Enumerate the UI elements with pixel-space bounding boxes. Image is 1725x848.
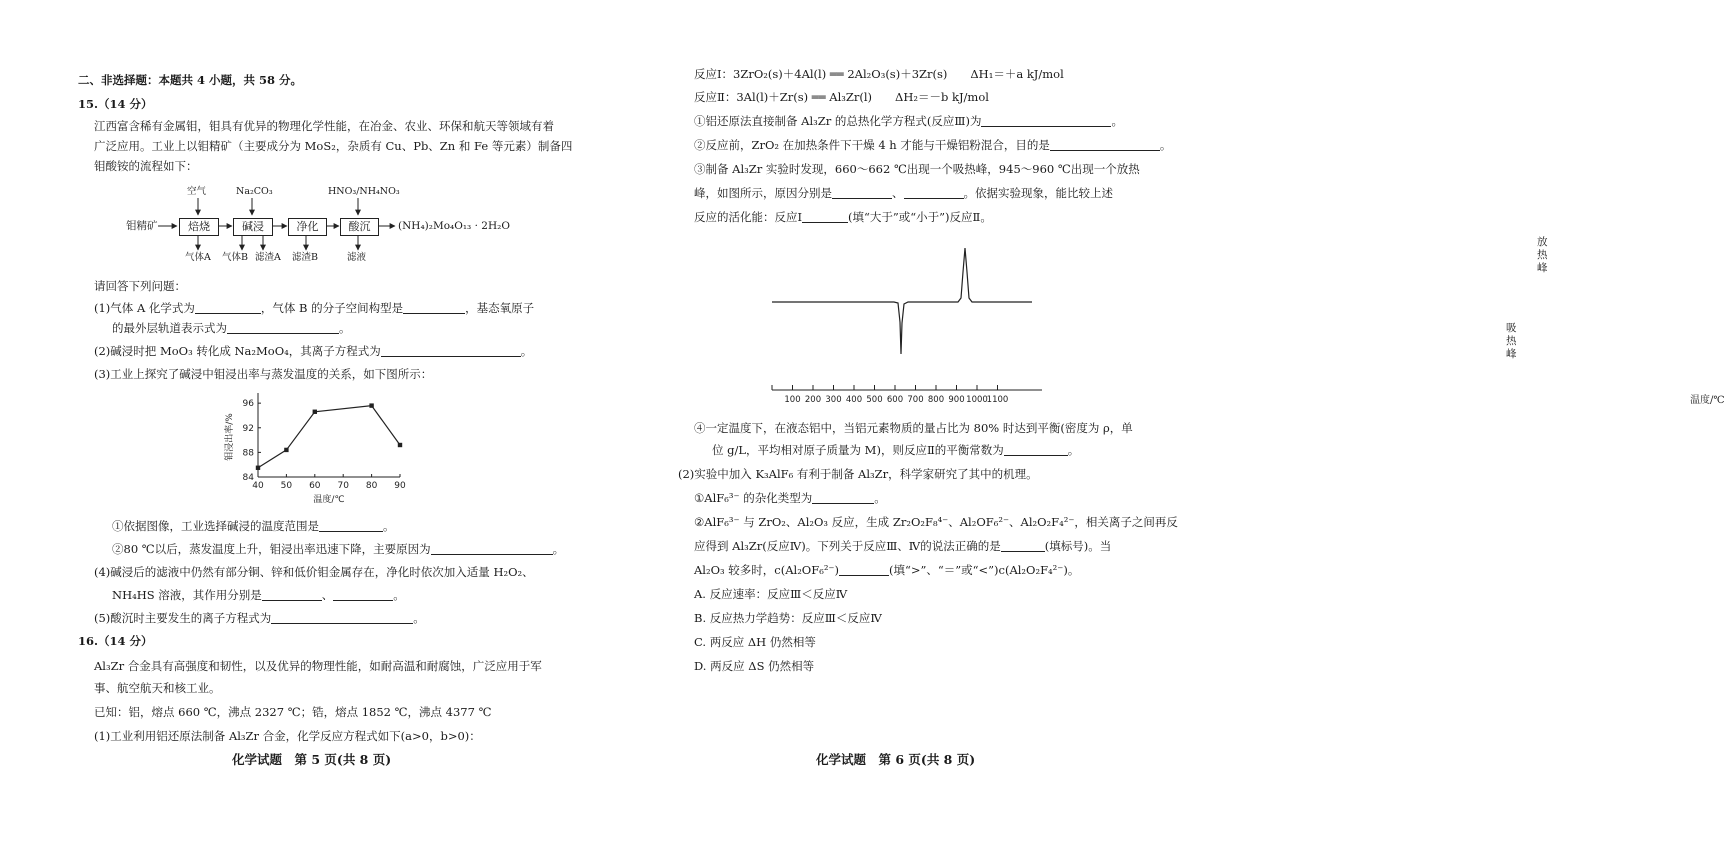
- dta-endo-label: 吸热峰: [1506, 322, 1517, 360]
- q15-intro-2: 广泛应用。工业上以钼精矿（主要成分为 MoS₂，杂质有 Cu、Pb、Zn 和 Fe 等元素）制备四: [94, 139, 573, 153]
- q15-part3: (3)工业上探究了碱浸中钼浸出率与蒸发温度的关系，如下图所示：: [94, 367, 433, 381]
- answer-blank-gas-b-shape[interactable]: [403, 301, 465, 314]
- q16-known: 已知：铝，熔点 660 ℃，沸点 2327 ℃；锆，熔点 1852 ℃，沸点 4377 ℃: [94, 705, 492, 719]
- flow-product: (NH₄)₂Mo₄O₁₃ · 2H₂O: [398, 220, 510, 232]
- q16-sub4-line1: ④一定温度下，在液态铝中，当铝元素物质的量占比为 80% 时达到平衡(密度为 ρ，单: [694, 421, 1133, 435]
- section-title: 二、非选择题：本题共 4 小题，共 58 分。: [78, 73, 303, 87]
- q15-intro-1: 江西富含稀有金属钼，钼具有优异的物理化学性能，在冶金、农业、环保和航天等领域有着: [94, 119, 554, 133]
- answer-blank-eq-constant[interactable]: [1004, 443, 1068, 456]
- page-footer-5: 化学试题 第 5 页(共 8 页): [232, 752, 392, 767]
- x-tick-label: 80: [365, 481, 378, 491]
- q16-sub3-line2: [694, 185, 1113, 201]
- answer-blank-activation-energy[interactable]: [802, 210, 848, 223]
- period: 。: [520, 344, 533, 358]
- answer-blank-gas-a[interactable]: [195, 301, 261, 314]
- y-tick-label: 88: [242, 448, 254, 459]
- q16-part2-sub2-line3: [694, 562, 1079, 578]
- option-b: B. 反应热力学趋势：反应Ⅲ＜反应Ⅳ: [694, 611, 882, 625]
- data-point: [256, 466, 260, 470]
- q16-sub1: [694, 113, 1123, 129]
- answer-blank-exo-reason[interactable]: [904, 186, 964, 199]
- q15-part3-ii: [112, 541, 564, 557]
- q16-part2-sub2-line2: [694, 538, 1111, 554]
- q16-number: 16.（14 分）: [78, 634, 153, 648]
- dta-curve-line: [772, 248, 1032, 354]
- y-tick-label: 84: [242, 473, 254, 483]
- dta-tick-label: 200: [804, 395, 822, 405]
- flow-step-purify: 净化: [288, 218, 327, 236]
- x-tick-label: 70: [337, 481, 349, 491]
- q16-part2-sub1: [694, 490, 886, 506]
- q16-sub3-text-a: 峰，如图所示，原因分别是: [694, 186, 832, 200]
- period: 。: [413, 611, 425, 625]
- flow-step-acid-precip: 酸沉: [340, 218, 379, 236]
- answer-blank-correct-options[interactable]: [1001, 539, 1045, 552]
- q16-part2: (2)实验中加入 K₃AlF₆ 有利于制备 Al₃Zr，科学家研究了其中的机理。: [678, 467, 1038, 481]
- option-d: D. 两反应 ΔS 仍然相等: [694, 659, 815, 673]
- q15-p3ii-text: ②80 ℃以后，蒸发温度上升，钼浸出率迅速下降，主要原因为: [112, 542, 431, 556]
- q15-p2-text: (2)碱浸时把 MoO₃ 转化成 Na₂MoO₄，其离子方程式为: [94, 344, 381, 358]
- period: 。: [339, 321, 351, 335]
- separator: 、: [892, 186, 904, 200]
- q15-p1-text-b: ，气体 B 的分子空间构型是: [260, 301, 404, 315]
- q15-part4-line1: (4)碱浸后的滤液中仍然有部分铜、锌和低价钼金属存在，净化时依次加入适量 H₂O₂、: [94, 565, 534, 579]
- flow-output-residue-a: 滤渣A: [255, 252, 281, 263]
- period: 。: [874, 491, 886, 505]
- q15-p1-text-d: 的最外层轨道表示式为: [112, 321, 227, 335]
- dta-tick-label: 1100: [986, 395, 1009, 405]
- leach-rate-chart: [220, 385, 420, 510]
- data-point: [369, 403, 373, 407]
- y-tick-label: 96: [242, 399, 254, 410]
- flow-input-hno3: HNO₃/NH₄NO₃: [328, 186, 400, 197]
- leach-rate-series-line: [258, 406, 400, 468]
- dta-exo-label: 放热峰: [1537, 236, 1548, 274]
- q15-part2: [94, 343, 532, 359]
- period: 。: [552, 542, 565, 556]
- reaction-2: 反应Ⅱ：3Al(l)＋Zr(s) ══ Al₃Zr(l) ΔH₂＝－b kJ/mol: [694, 90, 989, 104]
- q16-p2s2-text-d: (填“>”、“＝”或“<”)c(Al₂O₂F₄²⁻)。: [889, 563, 1080, 577]
- q16-part2-sub2-line1: ②AlF₆³⁻ 与 ZrO₂、Al₂O₃ 反应，生成 Zr₂O₂F₈⁴⁻、Al₂OF₆²⁻、Al₂O₂F₄²⁻，相关离子之间再反: [694, 515, 1178, 529]
- flow-input-na2co3: Na₂CO₃: [236, 186, 273, 197]
- answer-blank-comparison[interactable]: [839, 563, 889, 576]
- q15-p1-text-c: ，基态氧原子: [465, 301, 535, 315]
- x-tick-label: 60: [309, 481, 321, 491]
- q15-p3i-text: ①依据图像，工业选择碱浸的温度范围是: [112, 519, 319, 533]
- dta-tick-label: 100: [784, 395, 801, 405]
- answer-blank-reason[interactable]: [431, 542, 553, 555]
- q15-p4-text: NH₄HS 溶液，其作用分别是: [112, 588, 262, 602]
- x-axis-title: 温度/℃: [313, 495, 345, 505]
- dta-tick-label: 500: [866, 395, 883, 405]
- q16-sub3-text-b: 。依据实验现象，能比较上述: [963, 186, 1113, 200]
- flow-output-filtrate: 滤液: [347, 252, 367, 263]
- x-tick-label: 90: [394, 481, 406, 491]
- answer-blank-ionic-eq[interactable]: [381, 344, 521, 357]
- q16-p2s2-text-a: 应得到 Al₃Zr(反应Ⅳ)。下列关于反应Ⅲ、Ⅳ的说法正确的是: [694, 539, 1001, 553]
- reaction-1: 反应Ⅰ：3ZrO₂(s)＋4Al(l) ══ 2Al₂O₃(s)＋3Zr(s) ΔH₁＝＋a kJ/mol: [694, 67, 1064, 81]
- q16-sub2-text: ②反应前，ZrO₂ 在加热条件下干燥 4 h 才能与干燥铝粉混合，目的是: [694, 138, 1050, 152]
- dta-tick-label: 700: [907, 395, 924, 405]
- period: 。: [1111, 114, 1123, 128]
- dta-axis-label: 温度/℃: [1690, 395, 1725, 406]
- flow-step-roast: 焙烧: [179, 218, 219, 236]
- y-axis-title: 钼浸出率/%: [225, 413, 235, 461]
- answer-blank-endo-reason[interactable]: [832, 186, 892, 199]
- data-point: [284, 448, 288, 452]
- flow-start: 钼精矿: [126, 220, 158, 232]
- q16-p2s1-text: ①AlF₆³⁻ 的杂化类型为: [694, 491, 813, 505]
- dta-tick-label: 800: [927, 395, 945, 405]
- q16-intro-2: 事、航空航天和核工业。: [94, 681, 221, 695]
- q15-part1-line1: [94, 300, 534, 316]
- dta-tick-label: 1000: [966, 395, 988, 405]
- q16-sub4-line2: [712, 442, 1079, 458]
- q15-number: 15.（14 分）: [78, 97, 153, 111]
- dta-tick-label: 400: [845, 395, 863, 405]
- q16-p2s2-text-c: Al₂O₃ 较多时，c(Al₂OF₆²⁻): [694, 563, 839, 577]
- flow-output-residue-b: 滤渣B: [292, 252, 318, 263]
- q15-part3-i: [112, 518, 395, 534]
- page-5: [0, 0, 600, 848]
- q16-sub1-text: ①铝还原法直接制备 Al₃Zr 的总热化学方程式(反应Ⅲ)为: [694, 114, 982, 128]
- q16-sub3-line3: [694, 209, 992, 225]
- q15-prompt: 请回答下列问题：: [94, 279, 186, 293]
- q15-part1-line2: [112, 320, 351, 336]
- answer-blank-h2o2-role[interactable]: [262, 588, 322, 601]
- x-tick-label: 50: [280, 481, 293, 491]
- answer-blank-orbital[interactable]: [227, 321, 339, 334]
- flow-input-air: 空气: [187, 186, 207, 197]
- q16-sub3-text-d: (填“大于”或“小于”)反应Ⅱ。: [848, 210, 992, 224]
- dta-tick-label: 900: [948, 395, 965, 405]
- answer-blank-total-eq[interactable]: [981, 114, 1111, 127]
- x-tick-label: 40: [252, 481, 264, 491]
- period: 。: [1159, 138, 1172, 152]
- option-c: C. 两反应 ΔH 仍然相等: [694, 635, 816, 649]
- data-point: [313, 410, 317, 414]
- period: 。: [383, 519, 395, 533]
- q15-intro-3: 钼酸铵的流程如下：: [94, 159, 198, 173]
- answer-blank-acid-ionic-eq[interactable]: [271, 611, 413, 624]
- period: 。: [393, 588, 405, 602]
- dta-tick-label: 300: [825, 395, 842, 405]
- flow-step-alkali-leach: 碱浸: [233, 218, 273, 236]
- q16-p2s2-text-b: (填标号)。当: [1044, 539, 1112, 553]
- answer-blank-hybridization[interactable]: [812, 491, 874, 504]
- q16-sub2: [694, 137, 1171, 153]
- dta-tick-label: 600: [886, 395, 904, 405]
- dta-thermal-curve: [760, 232, 1060, 412]
- page-6: [600, 0, 1725, 848]
- q15-p1-text-a: (1)气体 A 化学式为: [94, 301, 195, 315]
- q15-part5: [94, 610, 425, 626]
- q16-part1: (1)工业利用铝还原法制备 Al₃Zr 合金，化学反应方程式如下(a>0，b>0)：: [94, 729, 481, 743]
- answer-blank-nh4hs-role[interactable]: [333, 588, 393, 601]
- q16-intro-1: Al₃Zr 合金具有高强度和韧性，以及优异的物理性能，如耐高温和耐腐蚀，广泛应用于军: [94, 659, 542, 673]
- option-a: A. 反应速率：反应Ⅲ＜反应Ⅳ: [694, 587, 848, 601]
- flow-output-gas-a: 气体A: [185, 252, 211, 263]
- q16-sub3-line1: ③制备 Al₃Zr 实验时发现，660～662 ℃出现一个吸热峰，945～960 ℃出现一个放热: [694, 162, 1140, 176]
- answer-blank-temp-range[interactable]: [319, 519, 383, 532]
- flow-output-gas-b: 气体B: [222, 252, 248, 263]
- q16-sub4-text: 位 g/L，平均相对原子质量为 M)，则反应Ⅱ的平衡常数为: [712, 443, 1004, 457]
- separator: 、: [321, 588, 334, 602]
- q15-p5-text: (5)酸沉时主要发生的离子方程式为: [94, 611, 272, 625]
- y-tick-label: 92: [242, 423, 254, 434]
- page-footer-6: 化学试题 第 6 页(共 8 页): [816, 752, 976, 767]
- q15-part4-line2: [112, 587, 405, 603]
- period: 。: [1067, 443, 1080, 457]
- answer-blank-dry-purpose[interactable]: [1050, 138, 1160, 151]
- data-point: [398, 443, 402, 447]
- q16-sub3-text-c: 反应的活化能：反应Ⅰ: [694, 210, 803, 224]
